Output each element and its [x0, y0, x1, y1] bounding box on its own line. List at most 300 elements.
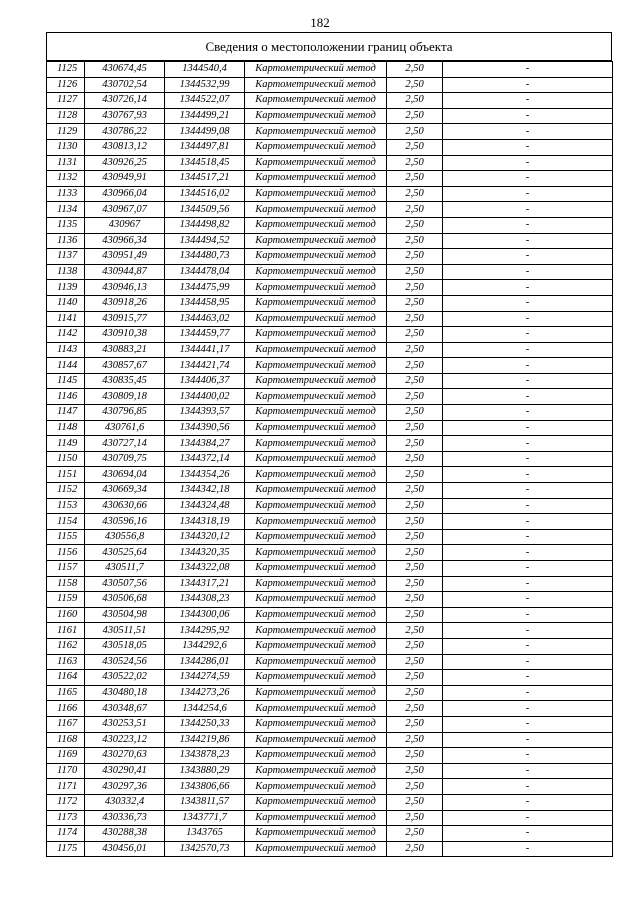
description-cell: - — [443, 467, 613, 483]
description-cell: - — [443, 810, 613, 826]
accuracy-cell: 2,50 — [387, 623, 443, 639]
description-cell: - — [443, 514, 613, 530]
point-number-cell: 1127 — [47, 93, 85, 109]
method-cell: Картометрический метод — [245, 763, 387, 779]
method-cell: Картометрический метод — [245, 529, 387, 545]
description-cell: - — [443, 280, 613, 296]
method-cell: Картометрический метод — [245, 233, 387, 249]
description-cell: - — [443, 155, 613, 171]
table-row — [47, 483, 613, 499]
accuracy-cell: 2,50 — [387, 311, 443, 327]
x-coordinate-cell: 430522,02 — [85, 670, 165, 686]
method-cell: Картометрический метод — [245, 810, 387, 826]
accuracy-cell: 2,50 — [387, 264, 443, 280]
method-cell: Картометрический метод — [245, 654, 387, 670]
description-cell: - — [443, 327, 613, 343]
x-coordinate-cell: 430726,14 — [85, 93, 165, 109]
x-coordinate-cell: 430630,66 — [85, 498, 165, 514]
y-coordinate-cell: 1344478,04 — [165, 264, 245, 280]
description-cell: - — [443, 233, 613, 249]
point-number-cell: 1164 — [47, 670, 85, 686]
y-coordinate-cell: 1344518,45 — [165, 155, 245, 171]
method-cell: Картометрический метод — [245, 295, 387, 311]
accuracy-cell: 2,50 — [387, 155, 443, 171]
x-coordinate-cell: 430518,05 — [85, 638, 165, 654]
table-row — [47, 701, 613, 717]
method-cell: Картометрический метод — [245, 826, 387, 842]
table-row — [47, 716, 613, 732]
y-coordinate-cell: 1344494,52 — [165, 233, 245, 249]
table-row — [47, 77, 613, 93]
table-row — [47, 748, 613, 764]
accuracy-cell: 2,50 — [387, 467, 443, 483]
accuracy-cell: 2,50 — [387, 124, 443, 140]
point-number-cell: 1153 — [47, 498, 85, 514]
y-coordinate-cell: 1344463,02 — [165, 311, 245, 327]
accuracy-cell: 2,50 — [387, 748, 443, 764]
accuracy-cell: 2,50 — [387, 77, 443, 93]
table-row — [47, 623, 613, 639]
method-cell: Картометрический метод — [245, 77, 387, 93]
y-coordinate-cell: 1344522,07 — [165, 93, 245, 109]
y-coordinate-cell: 1343806,66 — [165, 779, 245, 795]
table-row — [47, 420, 613, 436]
y-coordinate-cell: 1344400,02 — [165, 389, 245, 405]
point-number-cell: 1155 — [47, 529, 85, 545]
method-cell: Картометрический метод — [245, 327, 387, 343]
table-row — [47, 607, 613, 623]
point-number-cell: 1167 — [47, 716, 85, 732]
x-coordinate-cell: 430253,51 — [85, 716, 165, 732]
table-row — [47, 389, 613, 405]
y-coordinate-cell: 1344250,33 — [165, 716, 245, 732]
x-coordinate-cell: 430596,16 — [85, 514, 165, 530]
point-number-cell: 1170 — [47, 763, 85, 779]
accuracy-cell: 2,50 — [387, 607, 443, 623]
point-number-cell: 1135 — [47, 217, 85, 233]
accuracy-cell: 2,50 — [387, 685, 443, 701]
x-coordinate-cell: 430511,51 — [85, 623, 165, 639]
accuracy-cell: 2,50 — [387, 139, 443, 155]
x-coordinate-cell: 430835,45 — [85, 373, 165, 389]
method-cell: Картометрический метод — [245, 794, 387, 810]
table-row — [47, 295, 613, 311]
method-cell: Картометрический метод — [245, 405, 387, 421]
table-row — [47, 327, 613, 343]
method-cell: Картометрический метод — [245, 264, 387, 280]
description-cell: - — [443, 93, 613, 109]
y-coordinate-cell: 1344459,77 — [165, 327, 245, 343]
description-cell: - — [443, 732, 613, 748]
y-coordinate-cell: 1344286,01 — [165, 654, 245, 670]
accuracy-cell: 2,50 — [387, 810, 443, 826]
description-cell: - — [443, 592, 613, 608]
description-cell: - — [443, 498, 613, 514]
x-coordinate-cell: 430694,04 — [85, 467, 165, 483]
description-cell: - — [443, 841, 613, 857]
table-row — [47, 576, 613, 592]
x-coordinate-cell: 430966,34 — [85, 233, 165, 249]
point-number-cell: 1133 — [47, 186, 85, 202]
x-coordinate-cell: 430336,73 — [85, 810, 165, 826]
accuracy-cell: 2,50 — [387, 108, 443, 124]
method-cell: Картометрический метод — [245, 841, 387, 857]
table-row — [47, 186, 613, 202]
point-number-cell: 1143 — [47, 342, 85, 358]
page-number: 182 — [310, 15, 330, 30]
description-cell: - — [443, 108, 613, 124]
y-coordinate-cell: 1344441,17 — [165, 342, 245, 358]
accuracy-cell: 2,50 — [387, 249, 443, 265]
accuracy-cell: 2,50 — [387, 483, 443, 499]
method-cell: Картометрический метод — [245, 576, 387, 592]
x-coordinate-cell: 430348,67 — [85, 701, 165, 717]
x-coordinate-cell: 430669,34 — [85, 483, 165, 499]
description-cell: - — [443, 311, 613, 327]
point-number-cell: 1145 — [47, 373, 85, 389]
accuracy-cell: 2,50 — [387, 841, 443, 857]
accuracy-cell: 2,50 — [387, 280, 443, 296]
x-coordinate-cell: 430332,4 — [85, 794, 165, 810]
accuracy-cell: 2,50 — [387, 62, 443, 78]
point-number-cell: 1150 — [47, 451, 85, 467]
description-cell: - — [443, 171, 613, 187]
y-coordinate-cell: 1344320,12 — [165, 529, 245, 545]
accuracy-cell: 2,50 — [387, 93, 443, 109]
x-coordinate-cell: 430786,22 — [85, 124, 165, 140]
y-coordinate-cell: 1344421,74 — [165, 358, 245, 374]
x-coordinate-cell: 430883,21 — [85, 342, 165, 358]
x-coordinate-cell: 430290,41 — [85, 763, 165, 779]
method-cell: Картометрический метод — [245, 155, 387, 171]
accuracy-cell: 2,50 — [387, 654, 443, 670]
y-coordinate-cell: 1344393,57 — [165, 405, 245, 421]
x-coordinate-cell: 430809,18 — [85, 389, 165, 405]
table-row — [47, 732, 613, 748]
accuracy-cell: 2,50 — [387, 358, 443, 374]
y-coordinate-cell: 1344509,56 — [165, 202, 245, 218]
accuracy-cell: 2,50 — [387, 670, 443, 686]
point-number-cell: 1156 — [47, 545, 85, 561]
x-coordinate-cell: 430857,67 — [85, 358, 165, 374]
y-coordinate-cell: 1344475,99 — [165, 280, 245, 296]
table-row — [47, 373, 613, 389]
method-cell: Картометрический метод — [245, 108, 387, 124]
accuracy-cell: 2,50 — [387, 451, 443, 467]
description-cell: - — [443, 436, 613, 452]
description-cell: - — [443, 716, 613, 732]
y-coordinate-cell: 1344342,18 — [165, 483, 245, 499]
table-row — [47, 841, 613, 857]
x-coordinate-cell: 430727,14 — [85, 436, 165, 452]
point-number-cell: 1152 — [47, 483, 85, 499]
x-coordinate-cell: 430926,25 — [85, 155, 165, 171]
description-cell: - — [443, 405, 613, 421]
method-cell: Картометрический метод — [245, 139, 387, 155]
y-coordinate-cell: 1342570,73 — [165, 841, 245, 857]
accuracy-cell: 2,50 — [387, 716, 443, 732]
table-row — [47, 280, 613, 296]
table-row — [47, 654, 613, 670]
accuracy-cell: 2,50 — [387, 420, 443, 436]
method-cell: Картометрический метод — [245, 311, 387, 327]
description-cell: - — [443, 763, 613, 779]
table-row — [47, 529, 613, 545]
method-cell: Картометрический метод — [245, 685, 387, 701]
accuracy-cell: 2,50 — [387, 389, 443, 405]
x-coordinate-cell: 430767,93 — [85, 108, 165, 124]
point-number-cell: 1173 — [47, 810, 85, 826]
point-number-cell: 1125 — [47, 62, 85, 78]
point-number-cell: 1137 — [47, 249, 85, 265]
description-cell: - — [443, 358, 613, 374]
method-cell: Картометрический метод — [245, 217, 387, 233]
x-coordinate-cell: 430297,36 — [85, 779, 165, 795]
description-cell: - — [443, 451, 613, 467]
point-number-cell: 1134 — [47, 202, 85, 218]
x-coordinate-cell: 430288,38 — [85, 826, 165, 842]
table-row — [47, 217, 613, 233]
method-cell: Картометрический метод — [245, 670, 387, 686]
description-cell: - — [443, 342, 613, 358]
point-number-cell: 1140 — [47, 295, 85, 311]
x-coordinate-cell: 430702,54 — [85, 77, 165, 93]
y-coordinate-cell: 1344516,02 — [165, 186, 245, 202]
y-coordinate-cell: 1344390,56 — [165, 420, 245, 436]
method-cell: Картометрический метод — [245, 592, 387, 608]
y-coordinate-cell: 1344295,92 — [165, 623, 245, 639]
x-coordinate-cell: 430946,13 — [85, 280, 165, 296]
table-row — [47, 779, 613, 795]
description-cell: - — [443, 124, 613, 140]
accuracy-cell: 2,50 — [387, 498, 443, 514]
method-cell: Картометрический метод — [245, 389, 387, 405]
method-cell: Картометрический метод — [245, 186, 387, 202]
point-number-cell: 1163 — [47, 654, 85, 670]
method-cell: Картометрический метод — [245, 748, 387, 764]
y-coordinate-cell: 1344499,08 — [165, 124, 245, 140]
method-cell: Картометрический метод — [245, 498, 387, 514]
method-cell: Картометрический метод — [245, 483, 387, 499]
point-number-cell: 1142 — [47, 327, 85, 343]
x-coordinate-cell: 430504,98 — [85, 607, 165, 623]
description-cell: - — [443, 483, 613, 499]
table-row — [47, 108, 613, 124]
table-row — [47, 249, 613, 265]
table-row — [47, 233, 613, 249]
point-number-cell: 1130 — [47, 139, 85, 155]
accuracy-cell: 2,50 — [387, 436, 443, 452]
point-number-cell: 1175 — [47, 841, 85, 857]
x-coordinate-cell: 430918,26 — [85, 295, 165, 311]
table-row — [47, 62, 613, 78]
x-coordinate-cell: 430556,8 — [85, 529, 165, 545]
description-cell: - — [443, 701, 613, 717]
y-coordinate-cell: 1344292,6 — [165, 638, 245, 654]
x-coordinate-cell: 430949,91 — [85, 171, 165, 187]
table-row — [47, 93, 613, 109]
description-cell: - — [443, 638, 613, 654]
description-cell: - — [443, 249, 613, 265]
y-coordinate-cell: 1343878,23 — [165, 748, 245, 764]
accuracy-cell: 2,50 — [387, 186, 443, 202]
method-cell: Картометрический метод — [245, 93, 387, 109]
description-cell: - — [443, 295, 613, 311]
x-coordinate-cell: 430951,49 — [85, 249, 165, 265]
table-row — [47, 171, 613, 187]
y-coordinate-cell: 1344300,06 — [165, 607, 245, 623]
x-coordinate-cell: 430525,64 — [85, 545, 165, 561]
point-number-cell: 1139 — [47, 280, 85, 296]
point-number-cell: 1171 — [47, 779, 85, 795]
y-coordinate-cell: 1344308,23 — [165, 592, 245, 608]
point-number-cell: 1160 — [47, 607, 85, 623]
point-number-cell: 1157 — [47, 561, 85, 577]
method-cell: Картометрический метод — [245, 545, 387, 561]
method-cell: Картометрический метод — [245, 249, 387, 265]
method-cell: Картометрический метод — [245, 420, 387, 436]
y-coordinate-cell: 1344322,08 — [165, 561, 245, 577]
y-coordinate-cell: 1344458,95 — [165, 295, 245, 311]
y-coordinate-cell: 1344372,14 — [165, 451, 245, 467]
x-coordinate-cell: 430709,75 — [85, 451, 165, 467]
y-coordinate-cell: 1344384,27 — [165, 436, 245, 452]
coordinates-table-body — [47, 62, 613, 857]
point-number-cell: 1138 — [47, 264, 85, 280]
y-coordinate-cell: 1344532,99 — [165, 77, 245, 93]
table-row — [47, 763, 613, 779]
point-number-cell: 1169 — [47, 748, 85, 764]
accuracy-cell: 2,50 — [387, 779, 443, 795]
method-cell: Картометрический метод — [245, 373, 387, 389]
x-coordinate-cell: 430506,68 — [85, 592, 165, 608]
table-row — [47, 685, 613, 701]
accuracy-cell: 2,50 — [387, 233, 443, 249]
method-cell: Картометрический метод — [245, 779, 387, 795]
point-number-cell: 1159 — [47, 592, 85, 608]
point-number-cell: 1132 — [47, 171, 85, 187]
y-coordinate-cell: 1344317,21 — [165, 576, 245, 592]
table-row — [47, 311, 613, 327]
method-cell: Картометрический метод — [245, 638, 387, 654]
point-number-cell: 1126 — [47, 77, 85, 93]
method-cell: Картометрический метод — [245, 514, 387, 530]
table-row — [47, 826, 613, 842]
y-coordinate-cell: 1343880,29 — [165, 763, 245, 779]
point-number-cell: 1172 — [47, 794, 85, 810]
x-coordinate-cell: 430480,18 — [85, 685, 165, 701]
table-row — [47, 124, 613, 140]
y-coordinate-cell: 1344354,26 — [165, 467, 245, 483]
description-cell: - — [443, 561, 613, 577]
method-cell: Картометрический метод — [245, 171, 387, 187]
table-row — [47, 358, 613, 374]
point-number-cell: 1151 — [47, 467, 85, 483]
table-row — [47, 498, 613, 514]
y-coordinate-cell: 1344499,21 — [165, 108, 245, 124]
point-number-cell: 1131 — [47, 155, 85, 171]
accuracy-cell: 2,50 — [387, 732, 443, 748]
method-cell: Картометрический метод — [245, 561, 387, 577]
y-coordinate-cell: 1344324,48 — [165, 498, 245, 514]
y-coordinate-cell: 1344406,37 — [165, 373, 245, 389]
y-coordinate-cell: 1344254,6 — [165, 701, 245, 717]
table-row — [47, 155, 613, 171]
table-row — [47, 264, 613, 280]
method-cell: Картометрический метод — [245, 342, 387, 358]
x-coordinate-cell: 430967,07 — [85, 202, 165, 218]
x-coordinate-cell: 430966,04 — [85, 186, 165, 202]
table-row — [47, 810, 613, 826]
x-coordinate-cell: 430967 — [85, 217, 165, 233]
point-number-cell: 1168 — [47, 732, 85, 748]
description-cell: - — [443, 529, 613, 545]
accuracy-cell: 2,50 — [387, 373, 443, 389]
description-cell: - — [443, 264, 613, 280]
x-coordinate-cell: 430524,56 — [85, 654, 165, 670]
table-row — [47, 451, 613, 467]
y-coordinate-cell: 1344274,59 — [165, 670, 245, 686]
y-coordinate-cell: 1344320,35 — [165, 545, 245, 561]
y-coordinate-cell: 1344273,26 — [165, 685, 245, 701]
accuracy-cell: 2,50 — [387, 171, 443, 187]
point-number-cell: 1148 — [47, 420, 85, 436]
accuracy-cell: 2,50 — [387, 794, 443, 810]
accuracy-cell: 2,50 — [387, 592, 443, 608]
y-coordinate-cell: 1343771,7 — [165, 810, 245, 826]
accuracy-cell: 2,50 — [387, 545, 443, 561]
x-coordinate-cell: 430761,6 — [85, 420, 165, 436]
method-cell: Картометрический метод — [245, 716, 387, 732]
description-cell: - — [443, 794, 613, 810]
table-row — [47, 592, 613, 608]
accuracy-cell: 2,50 — [387, 295, 443, 311]
method-cell: Картометрический метод — [245, 358, 387, 374]
method-cell: Картометрический метод — [245, 62, 387, 78]
section-title: Сведения о местоположении границ объекта — [46, 32, 612, 61]
method-cell: Картометрический метод — [245, 701, 387, 717]
x-coordinate-cell: 430456,01 — [85, 841, 165, 857]
coordinates-table — [46, 61, 613, 857]
description-cell: - — [443, 545, 613, 561]
accuracy-cell: 2,50 — [387, 217, 443, 233]
description-cell: - — [443, 826, 613, 842]
accuracy-cell: 2,50 — [387, 826, 443, 842]
accuracy-cell: 2,50 — [387, 576, 443, 592]
y-coordinate-cell: 1344517,21 — [165, 171, 245, 187]
method-cell: Картометрический метод — [245, 124, 387, 140]
method-cell: Картометрический метод — [245, 280, 387, 296]
method-cell: Картометрический метод — [245, 607, 387, 623]
point-number-cell: 1162 — [47, 638, 85, 654]
table-row — [47, 202, 613, 218]
point-number-cell: 1149 — [47, 436, 85, 452]
y-coordinate-cell: 1344497,81 — [165, 139, 245, 155]
accuracy-cell: 2,50 — [387, 514, 443, 530]
point-number-cell: 1154 — [47, 514, 85, 530]
y-coordinate-cell: 1344498,82 — [165, 217, 245, 233]
table-row — [47, 405, 613, 421]
y-coordinate-cell: 1344318,19 — [165, 514, 245, 530]
description-cell: - — [443, 779, 613, 795]
method-cell: Картометрический метод — [245, 451, 387, 467]
accuracy-cell: 2,50 — [387, 342, 443, 358]
point-number-cell: 1129 — [47, 124, 85, 140]
accuracy-cell: 2,50 — [387, 529, 443, 545]
description-cell: - — [443, 748, 613, 764]
description-cell: - — [443, 420, 613, 436]
table-row — [47, 467, 613, 483]
